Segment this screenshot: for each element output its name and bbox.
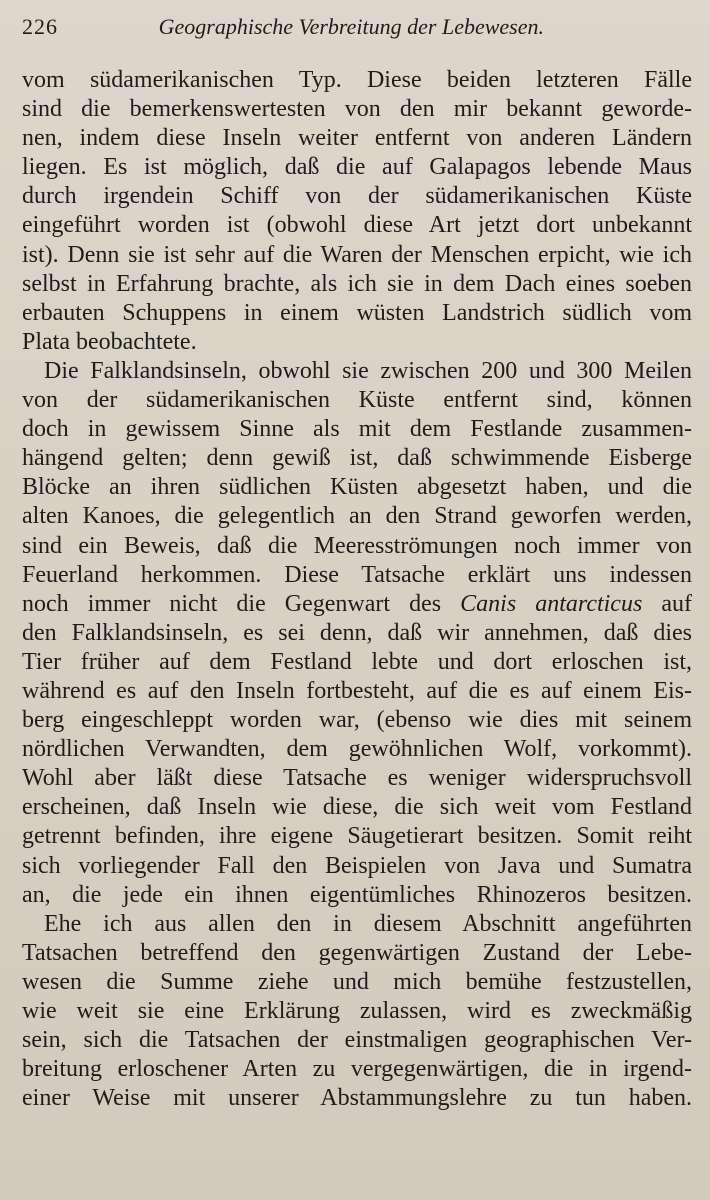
page-header [22,14,692,50]
text-line: erbauten Schuppens in einem wüsten Landstrich südlich vom [22,299,692,326]
text-line: sind die bemerkenswertesten von den mir bekannt geworde- [22,96,692,123]
text-line: erscheinen, daß Inseln wie diese, die sich weit vom Festland [22,794,692,821]
text-line: eingeführt worden ist (obwohl diese Art jetzt dort unbekannt [22,212,692,239]
text-line: einer Weise mit unserer Abstammungslehre zu tun haben. [22,1085,692,1112]
paragraph-first-line: Die Falklandsinseln, obwohl sie zwischen 200 und 300 Meilen [44,357,692,384]
text-line: Blöcke an ihren südlichen Küsten abgesetzt haben, und die [22,474,692,501]
text-line: von der südamerikanischen Küste entfernt sind, können [22,387,692,414]
text-line: während es auf den Inseln fortbesteht, auf die es auf einem Eis- [22,677,692,704]
text-line: Feuerland herkommen. Diese Tatsache erklärt uns indessen [22,561,692,588]
text-line: Plata beobachtete. [22,328,197,355]
text-line: liegen. Es ist möglich, daß die auf Galapagos lebende Maus [22,154,692,181]
text-line [22,590,692,619]
text-line: doch in gewissem Sinne als mit dem Festlande zusammen- [22,416,692,443]
running-head: Geographische Verbreitung der Lebewesen. [158,14,544,39]
text-line: berg eingeschleppt worden war, (ebenso wie dies mit seinem [22,707,692,734]
species-name: Canis antarcticus [460,590,643,617]
text-segment: noch immer nicht die Gegenwart des [22,590,461,617]
text-line: alten Kanoes, die gelegentlich an den Strand geworfen werden, [22,503,692,530]
body-text [22,66,692,1113]
text-line: vom südamerikanischen Typ. Diese beiden letzteren Fälle [22,67,692,93]
text-line: Tier früher auf dem Festland lebte und dort erloschen ist, [22,648,692,675]
text-line: nen, indem diese Inseln weiter entfernt von anderen Ländern [22,125,692,152]
page-number: 226 [22,14,58,39]
text-line: hängend gelten; denn gewiß ist, daß schwimmende Eisberge [22,445,692,472]
text-line: den Falklandsinseln, es sei denn, daß wir annehmen, daß dies [22,619,692,646]
text-line: nördlichen Verwandten, dem gewöhnlichen Wolf, vorkommt). [22,736,692,763]
text-line: selbst in Erfahrung brachte, als ich sie in dem Dach eines soeben [22,270,692,297]
text-line: durch irgendein Schiff von der südamerikanischen Küste [22,183,692,210]
text-line: wie weit sie eine Erklärung zulassen, wird es zweckmäßig [22,998,692,1024]
text-line: sein, sich die Tatsachen der einstmaligen geographischen Ver- [22,1027,692,1054]
text-line: ist). Denn sie ist sehr auf die Waren der Menschen erpicht, wie ich [22,241,692,268]
text-line: Wohl aber läßt diese Tatsache es weniger widerspruchsvoll [22,765,692,792]
text-segment: auf [642,590,692,617]
text-line: an, die jede ein ihnen eigentümliches Rhinozeros besitzen. [22,881,692,908]
text-line: getrennt befinden, ihre eigene Säugetierart besitzen. Somit reiht [22,823,692,850]
text-line: Tatsachen betreffend den gegenwärtigen Zustand der Lebe- [22,939,692,966]
text-line: sind ein Beweis, daß die Meeresströmungen noch immer von [22,532,692,559]
text-line: wesen die Summe ziehe und mich bemühe festzustellen, [22,968,692,995]
paragraph-first-line: Ehe ich aus allen den in diesem Abschnitt angeführten [44,910,692,937]
text-line: sich vorliegender Fall den Beispielen von Java und Sumatra [22,852,692,879]
text-line: breitung erloschener Arten zu vergegenwärtigen, die in irgend- [22,1056,692,1083]
